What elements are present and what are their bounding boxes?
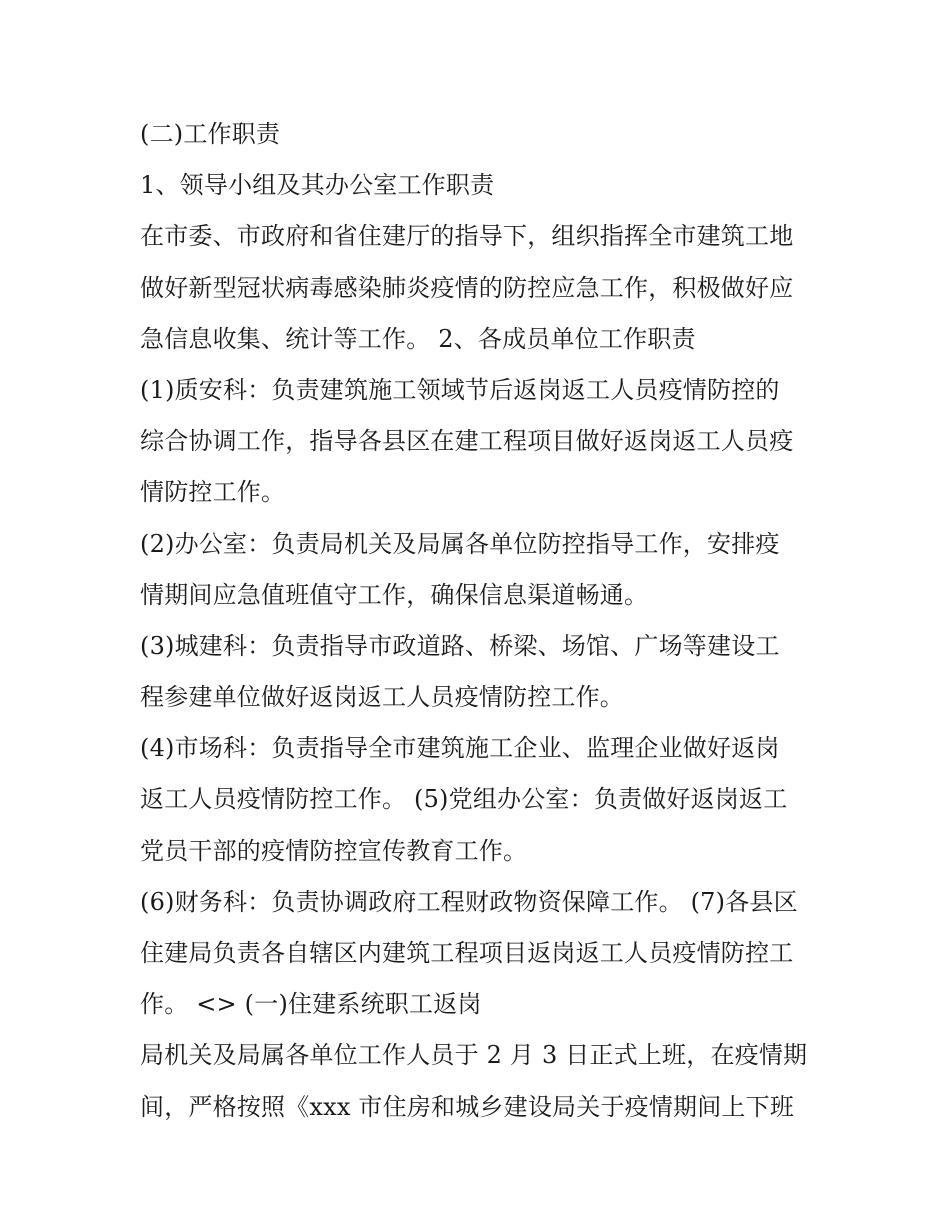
- paragraph-line: 做好新型冠状病毒感染肺炎疫情的防控应急工作，积极做好应: [140, 273, 794, 302]
- paragraph-line: 情防控工作。: [140, 478, 286, 507]
- paragraph-line: 间，严格按照《xxx 市住房和城乡建设局关于疫情期间上下班: [140, 1092, 795, 1121]
- paragraph-line: (3)城建科：负责指导市政道路、桥梁、场馆、广场等建设工: [140, 631, 780, 660]
- paragraph-line: 党员干部的疫情防控宣传教育工作。: [140, 836, 528, 865]
- paragraph-line: 局机关及局属各单位工作人员于 2 月 3 日正式上班，在疫情期: [140, 1041, 808, 1070]
- section-heading-work-duties: (二)工作职责: [140, 120, 281, 148]
- paragraph-line: 在市委、市政府和省住建厅的指导下，组织指挥全市建筑工地: [140, 222, 794, 251]
- paragraph-line: (6)财务科：负责协调政府工程财政物资保障工作。 (7)各县区: [140, 887, 798, 916]
- document-body: [140, 109, 820, 1133]
- paragraph-line: 返工人员疫情防控工作。 (5)党组办公室：负责做好返岗返工: [140, 785, 788, 814]
- paragraph-line: 情期间应急值班值守工作，确保信息渠道畅通。: [140, 580, 649, 609]
- paragraph-line: (1)质安科：负责建筑施工领域节后返岗返工人员疫情防控的: [140, 375, 780, 404]
- paragraph-line: 住建局负责各自辖区内建筑工程项目返岗返工人员疫情防控工: [140, 939, 794, 967]
- paragraph-line: (4)市场科：负责指导全市建筑施工企业、监理企业做好返岗: [140, 734, 780, 763]
- paragraph-line: 急信息收集、统计等工作。 2、各成员单位工作职责: [140, 324, 696, 353]
- paragraph-line: 程参建单位做好返岗返工人员疫情防控工作。: [140, 683, 624, 712]
- paragraph-line: 综合协调工作，指导各县区在建工程项目做好返岗返工人员疫: [140, 427, 794, 456]
- paragraph-line: (2)办公室：负责局机关及局属各单位防控指导工作，安排疫: [140, 529, 780, 558]
- paragraph-line: 作。 <> (一)住建系统职工返岗: [140, 990, 482, 1019]
- subheading-leading-group-duties: 1、领导小组及其办公室工作职责: [140, 171, 495, 200]
